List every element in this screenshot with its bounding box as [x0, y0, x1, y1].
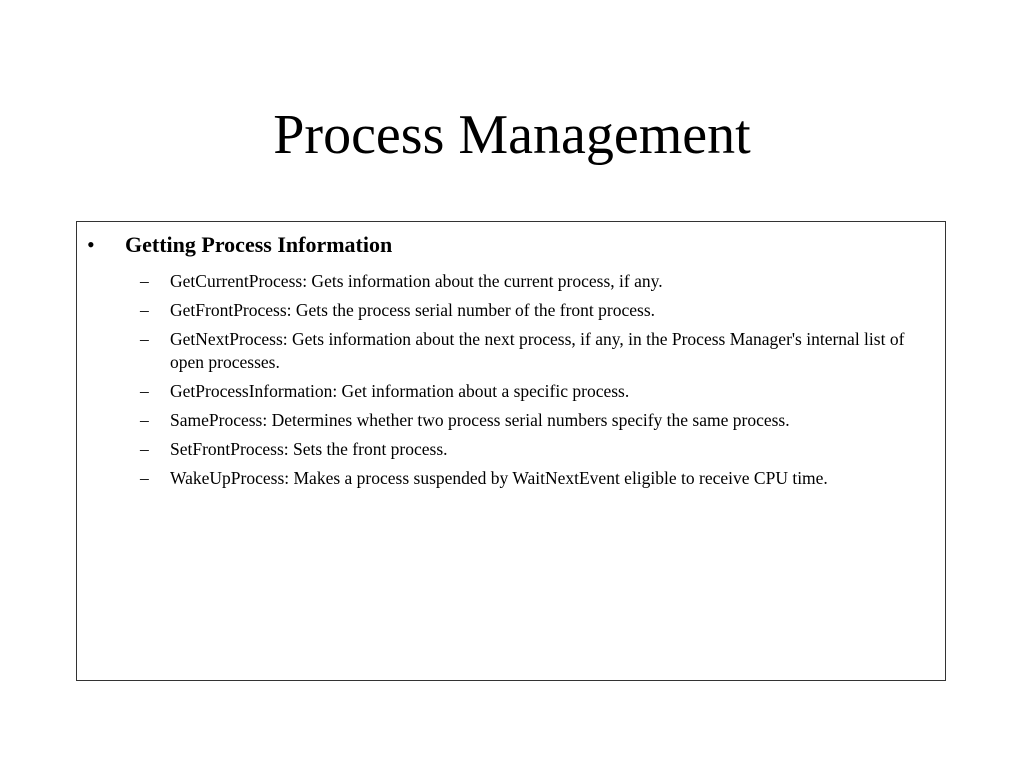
list-item	[77, 328, 945, 374]
bullet-heading: Getting Process Information	[125, 232, 393, 257]
dash-marker: –	[140, 329, 149, 349]
list-item-text: GetCurrentProcess: Gets information about the current process, if any.	[170, 271, 663, 291]
dash-marker: –	[140, 300, 149, 320]
list-item-text: WakeUpProcess: Makes a process suspended by WaitNextEvent eligible to receive CPU time.	[170, 468, 828, 488]
slide-title: Process Management	[273, 104, 751, 166]
list-item-text: GetFrontProcess: Gets the process serial number of the front process.	[170, 300, 656, 320]
list-item	[77, 409, 945, 432]
dash-marker: –	[140, 271, 149, 291]
list-item	[77, 467, 945, 490]
list-item-text: SetFrontProcess: Sets the front process.	[170, 439, 448, 459]
list-item	[77, 438, 945, 461]
list-item-text: GetProcessInformation: Get information about a specific process.	[170, 381, 630, 401]
list-item-text: SameProcess: Determines whether two process serial numbers specify the same process.	[170, 410, 790, 430]
content-box	[76, 221, 946, 681]
sub-list	[77, 270, 945, 496]
list-item-text: GetNextProcess: Gets information about the next process, if any, in the Process Manager's internal list of open processes.	[170, 329, 905, 372]
dash-marker: –	[140, 381, 149, 401]
dash-marker: –	[140, 410, 149, 430]
dash-marker: –	[140, 439, 149, 459]
bullet-marker: •	[87, 232, 95, 257]
list-item	[77, 270, 945, 293]
list-item	[77, 299, 945, 322]
list-item	[77, 380, 945, 403]
dash-marker: –	[140, 468, 149, 488]
